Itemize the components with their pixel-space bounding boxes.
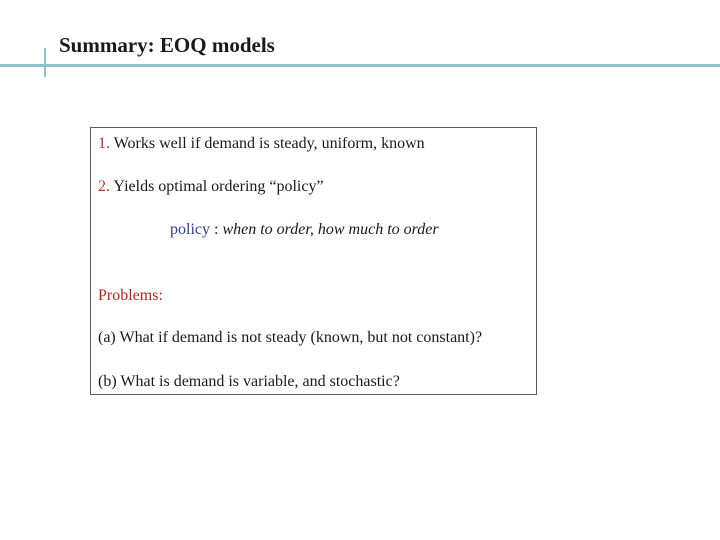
- point-1-number: 1.: [98, 135, 110, 152]
- problem-a: (a) What if demand is not steady (known, but not constant)?: [98, 329, 483, 346]
- point-2-text: Yields optimal ordering “policy”: [110, 178, 324, 195]
- policy-term: policy: [170, 221, 210, 238]
- title-underline-rule: [0, 64, 720, 67]
- problem-b: (b) What is demand is variable, and stochastic?: [98, 373, 400, 390]
- point-1-text: Works well if demand is steady, uniform, known: [110, 135, 425, 152]
- problems-heading: Problems:: [98, 287, 163, 304]
- title-accent-rule: [44, 48, 46, 77]
- slide-title: Summary: EOQ models: [59, 33, 275, 57]
- point-1: [98, 134, 425, 154]
- point-2: [98, 177, 324, 197]
- content-box: [90, 127, 537, 395]
- policy-definition: [170, 220, 439, 240]
- point-2-number: 2.: [98, 178, 110, 195]
- policy-separator: :: [210, 221, 223, 238]
- policy-meaning: when to order, how much to order: [222, 221, 439, 238]
